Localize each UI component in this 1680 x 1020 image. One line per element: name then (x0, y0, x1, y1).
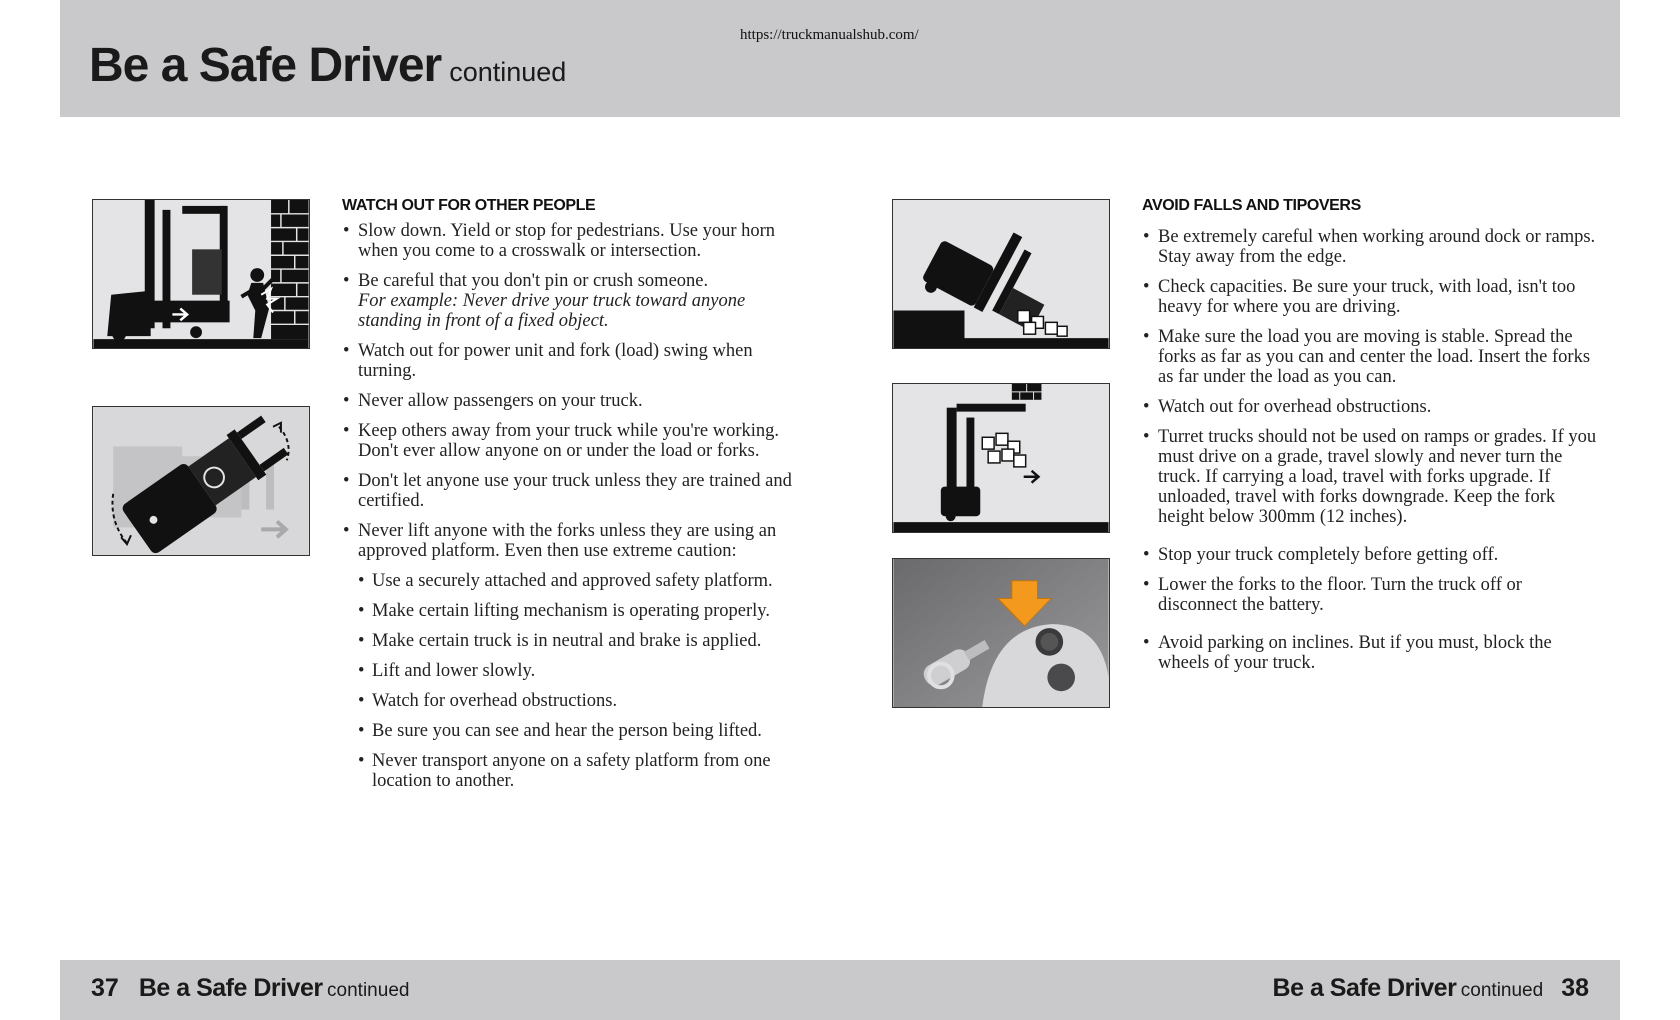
list-item: • Stop your truck completely before getting off. (1142, 545, 1602, 565)
list-item: • Lower the forks to the floor. Turn the truck off or disconnect the battery. (1142, 575, 1602, 615)
forklift-pinning-pedestrian-illustration (92, 199, 310, 349)
list-item: • Watch out for overhead obstructions. (1142, 397, 1602, 417)
list-item: • Never lift anyone with the forks unless they are using an approved platform. Even then use extreme caution: (342, 521, 812, 561)
sub-list-item: • Watch for overhead obstructions. (358, 691, 812, 711)
list-item: • Check capacities. Be sure your truck, with load, isn't too heavy for where you are driving. (1142, 277, 1602, 317)
forklift-swing-turning-illustration (92, 406, 310, 556)
footer-right (1273, 974, 1589, 1003)
sub-list-item: • Be sure you can see and hear the person being lifted. (358, 721, 812, 741)
list-item: • Keep others away from your truck while you're working. Don't ever allow anyone on or under the load or forks. (342, 421, 812, 461)
list-item: • Slow down. Yield or stop for pedestrians. Use your horn when you come to a crosswalk or intersection. (342, 221, 812, 261)
avoid-falls-section (1142, 197, 1602, 683)
platform-sub-list (358, 571, 812, 791)
forklift-dock-edge-fall-illustration (892, 199, 1110, 349)
page-title-main: Be a Safe Driver (89, 39, 442, 92)
section-heading-watch-out: WATCH OUT FOR OTHER PEOPLE (342, 197, 596, 214)
list-item: • Turret trucks should not be used on ramps or grades. If you must drive on a grade, travel slowly and never turn the truck. If carrying a load, travel with forks upgrade. If unloaded, travel with forks downgrade. Keep the fork height below 300mm (12 inches). (1142, 427, 1602, 527)
page-title-suffix: continued (449, 57, 567, 87)
page-title (89, 38, 566, 93)
footer-title-left: Be a Safe Driver (138, 974, 323, 1002)
list-item: • Be careful that you don't pin or crush someone. For example: Never drive your truck toward anyone standing in front of a fixed object. (342, 271, 812, 331)
list-item: • Watch out for power unit and fork (load) swing when turning. (342, 341, 812, 381)
page-number-left: 37 (91, 974, 119, 1002)
page-number-right: 38 (1561, 974, 1589, 1002)
footer-left (91, 974, 409, 1003)
sub-list-item: • Never transport anyone on a safety platform from one location to another. (358, 751, 812, 791)
key-switch-off-photo (892, 558, 1110, 708)
watch-out-section (342, 197, 812, 801)
source-url[interactable]: https://truckmanualshub.com/ (740, 27, 919, 43)
sub-list-item: • Make certain truck is in neutral and brake is applied. (358, 631, 812, 651)
section-heading-avoid-falls: AVOID FALLS AND TIPOVERS (1142, 197, 1361, 214)
sub-list-item: • Lift and lower slowly. (358, 661, 812, 681)
footer-suffix-left: continued (327, 980, 410, 1001)
sub-list-item: • Make certain lifting mechanism is operating properly. (358, 601, 812, 621)
forklift-overhead-obstruction-illustration (892, 383, 1110, 533)
example-text: For example: Never drive your truck toward anyone standing in front of a fixed object. (358, 291, 746, 331)
list-item: • Be extremely careful when working around dock or ramps. Stay away from the edge. (1142, 227, 1602, 267)
list-item: • Avoid parking on inclines. But if you must, block the wheels of your truck. (1142, 633, 1602, 673)
footer-title-right: Be a Safe Driver (1272, 974, 1457, 1002)
sub-list-item: • Use a securely attached and approved safety platform. (358, 571, 812, 591)
watch-out-list (342, 221, 812, 561)
avoid-falls-list (1142, 227, 1602, 673)
list-item: • Don't let anyone use your truck unless they are trained and certified. (342, 471, 812, 511)
list-item: • Make sure the load you are moving is stable. Spread the forks as far as you can and center the load. Insert the forks as far under the load as you can. (1142, 327, 1602, 387)
footer-suffix-right: continued (1460, 980, 1544, 1001)
list-item: • Never allow passengers on your truck. (342, 391, 812, 411)
